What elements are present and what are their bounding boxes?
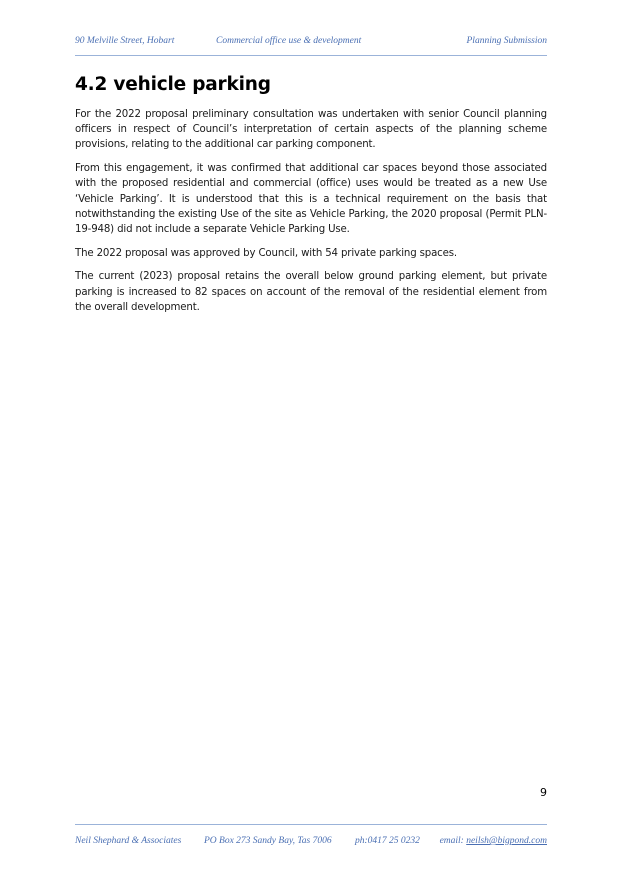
header-address: 90 Melville Street, Hobart bbox=[75, 36, 175, 46]
page-number: 9 bbox=[540, 786, 547, 799]
footer-email-label: email: bbox=[439, 836, 464, 846]
page-footer bbox=[75, 836, 547, 850]
paragraph-engagement: From this engagement, it was confirmed that additional car spaces beyond those associated with the proposed residential and commercial (office) uses would be treated as a new Use ‘Vehicle Parking’. It is understood that this is a technical requirement on the basis that notwithstanding the existing Use of the site as Vehicle Parking, the 2020 proposal (Permit PLN-19-948) did not include a separate Vehicle Parking Use. bbox=[75, 163, 547, 235]
page-header bbox=[75, 36, 547, 50]
header-document-type: Planning Submission bbox=[466, 36, 547, 46]
section-body bbox=[75, 107, 547, 323]
footer-po-box: PO Box 273 Sandy Bay, Tas 7006 bbox=[204, 836, 332, 846]
paragraph-consultation: For the 2022 proposal preliminary consultation was undertaken with senior Council planning officers in respect of Council’s interpretation of certain aspects of the planning scheme provisions, relating to the additional car parking component. bbox=[75, 109, 547, 151]
footer-email bbox=[440, 836, 547, 846]
footer-company: Neil Shephard & Associates bbox=[75, 836, 182, 846]
paragraph-approval: The 2022 proposal was approved by Council, with 54 private parking spaces. bbox=[75, 247, 457, 259]
header-project: Commercial office use & development bbox=[216, 36, 362, 46]
footer-phone: ph:0417 25 0232 bbox=[355, 836, 420, 846]
footer-email-link[interactable]: neilsh@bigpond.com bbox=[466, 836, 547, 846]
footer-divider bbox=[75, 824, 547, 825]
section-heading: 4.2 vehicle parking bbox=[75, 74, 271, 95]
paragraph-current-proposal: The current (2023) proposal retains the overall below ground parking element, but private parking is increased to 82 spaces on account of the removal of the residential element from the overall development. bbox=[75, 271, 547, 313]
header-divider bbox=[75, 55, 547, 56]
